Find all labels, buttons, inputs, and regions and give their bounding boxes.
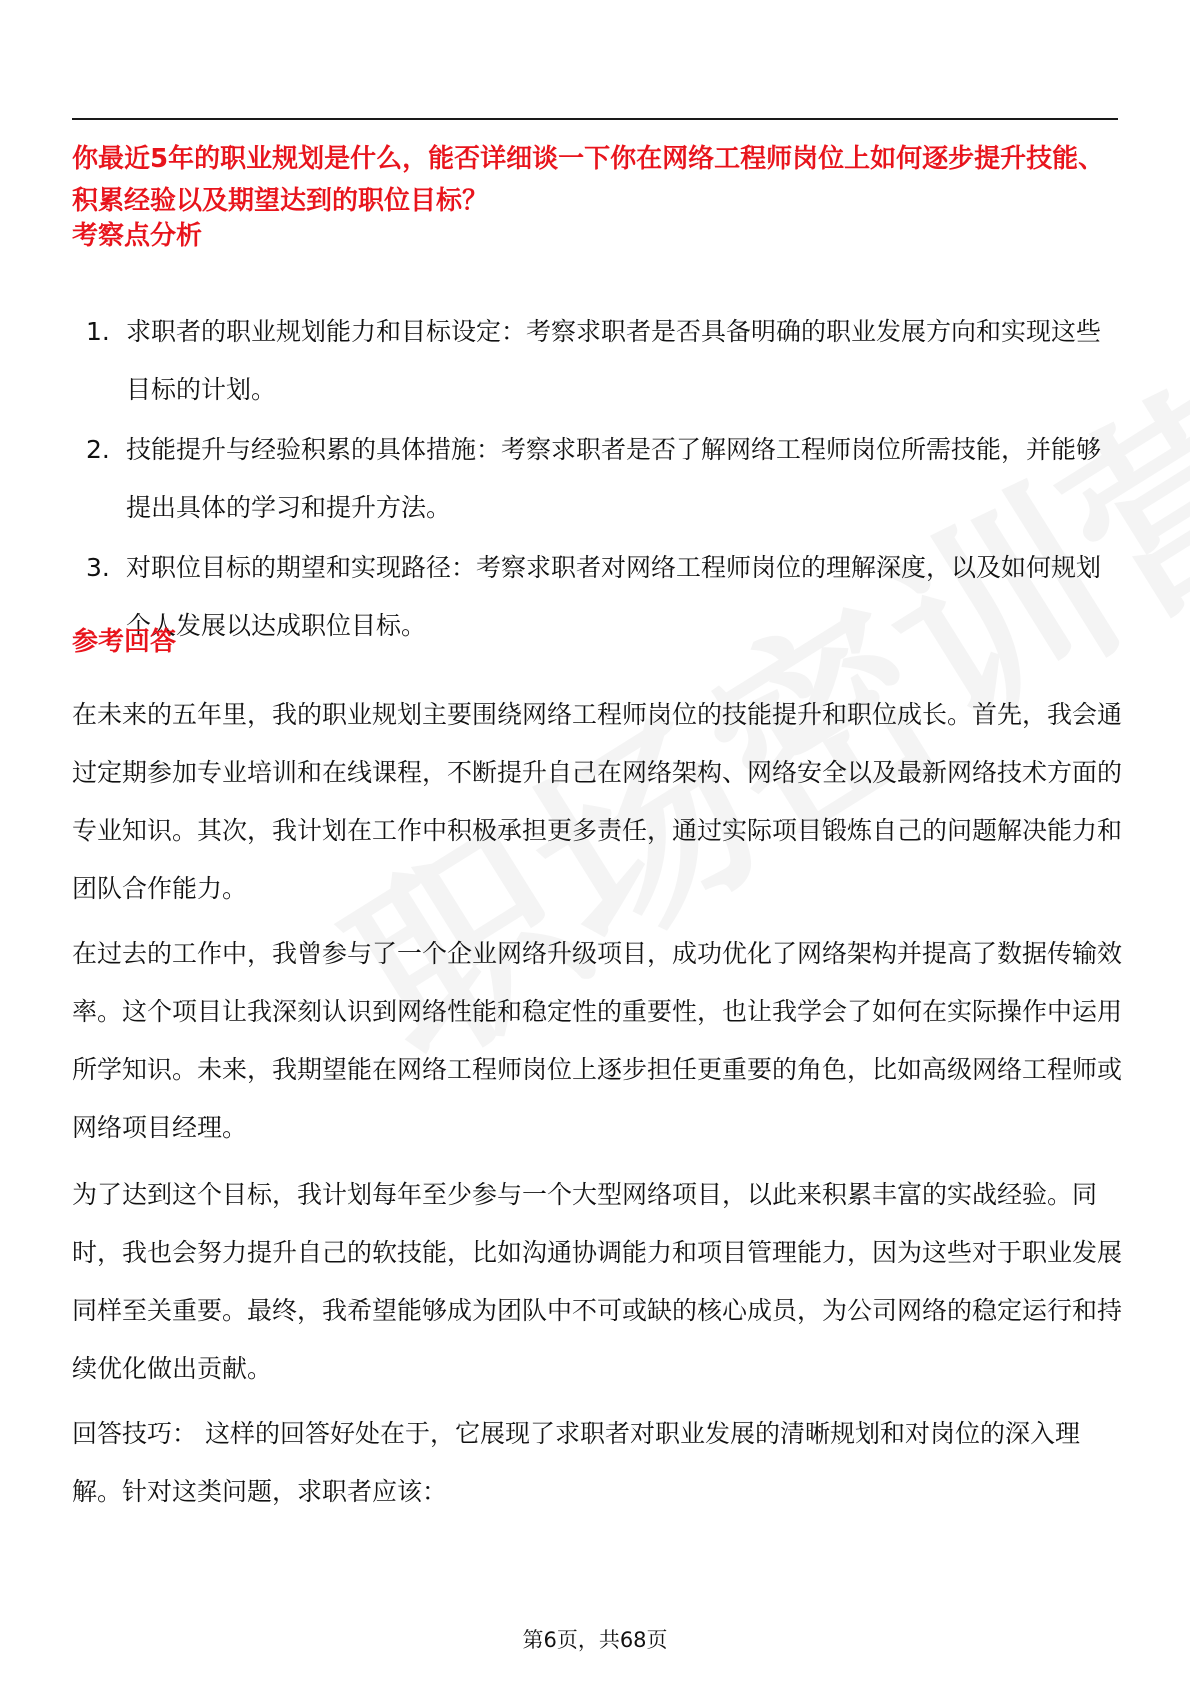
point-text: 对职位目标的期望和实现路径：考察求职者对网络工程师岗位的理解深度，以及如何规划个人发展以达成职位目标。 (126, 553, 1102, 640)
analysis-point (72, 421, 1122, 537)
point-text: 求职者的职业规划能力和目标设定：考察求职者是否具备明确的职业发展方向和实现这些目标的计划。 (126, 317, 1102, 404)
page-number: 第6页，共68页 (522, 1628, 668, 1652)
answer-tips: 回答技巧： 这样的回答好处在于，它展现了求职者对职业发展的清晰规划和对岗位的深入理解。针对这类问题，求职者应该： (72, 1419, 1080, 1506)
answer-paragraph: 在未来的五年里，我的职业规划主要围绕网络工程师岗位的技能提升和职位成长。首先，我会通过定期参加专业培训和在线课程，不断提升自己在网络架构、网络安全以及最新网络技术方面的专业知识。其次，我计划在工作中积极承担更多责任，通过实际项目锻炼自己的问题解决能力和团队合作能力。 (72, 700, 1123, 903)
top-divider (72, 118, 1118, 120)
analysis-point (72, 303, 1122, 419)
analysis-points (72, 303, 1122, 657)
analysis-point (72, 539, 1122, 655)
answer-heading: 参考回答 (72, 627, 177, 657)
point-text: 技能提升与经验积累的具体措施：考察求职者是否了解网络工程师岗位所需技能，并能够提出具体的学习和提升方法。 (126, 435, 1102, 522)
answer-paragraph: 为了达到这个目标，我计划每年至少参与一个大型网络项目，以此来积累丰富的实战经验。同时，我也会努力提升自己的软技能，比如沟通协调能力和项目管理能力，因为这些对于职业发展同样至关重要。最终，我希望能够成为团队中不可或缺的核心成员，为公司网络的稳定运行和持续优化做出贡献。 (72, 1180, 1123, 1383)
question-title: 你最近5年的职业规划是什么，能否详细谈一下你在网络工程师岗位上如何逐步提升技能、积累经验以及期望达到的职位目标？ (72, 144, 1105, 216)
point-number: 2. (86, 435, 110, 464)
point-number: 1. (86, 317, 110, 346)
answer-paragraph: 在过去的工作中，我曾参与了一个企业网络升级项目，成功优化了网络架构并提高了数据传输效率。这个项目让我深刻认识到网络性能和稳定性的重要性，也让我学会了如何在实际操作中运用所学知识。未来，我期望能在网络工程师岗位上逐步担任更重要的角色，比如高级网络工程师或网络项目经理。 (72, 939, 1123, 1142)
point-number: 3. (86, 553, 110, 582)
analysis-heading: 考察点分析 (72, 221, 203, 251)
